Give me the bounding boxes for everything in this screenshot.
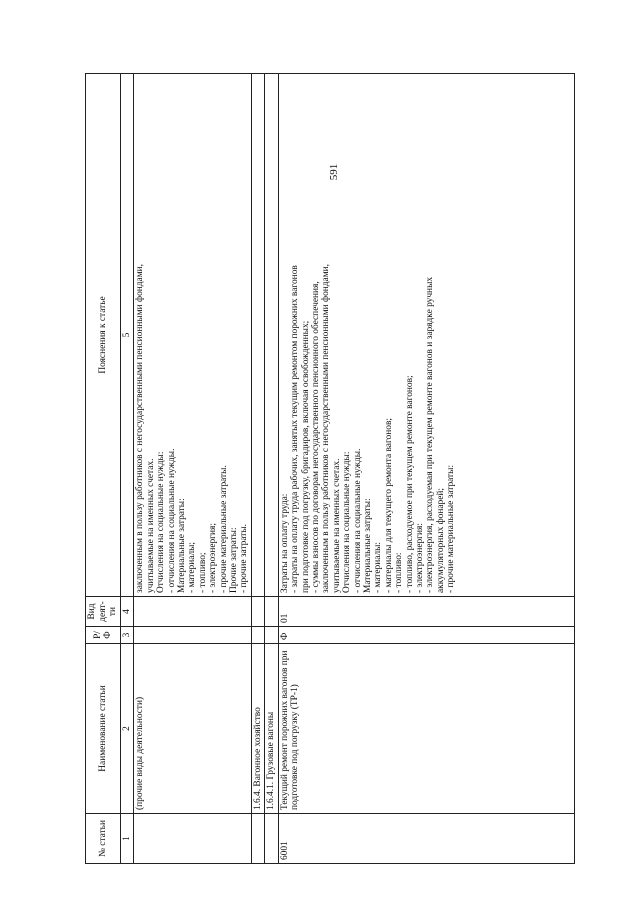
explanation-line: Материальные затраты: — [177, 498, 188, 593]
article-name: (прочие виды деятельности) — [134, 644, 251, 814]
explanation-line: - прочие материальные затраты: — [446, 464, 457, 593]
explanation-line: - суммы взносов по договорам негосударственного пенсионного обеспечения, — [310, 281, 321, 593]
header-row — [86, 74, 121, 864]
rf-cell: Ф — [278, 627, 574, 644]
table-row — [278, 74, 574, 864]
explanation-line: - материалы: — [373, 541, 384, 593]
column-number: 1 — [121, 814, 134, 864]
article-code: 6001 — [278, 814, 574, 864]
section-title: 1.6.4. Вагонное хозяйство — [251, 644, 264, 814]
column-number-row — [121, 74, 134, 864]
explanation-line: Отчисления на социальные нужды: — [156, 451, 167, 593]
explanation-line: - прочие затраты. — [239, 523, 250, 593]
activity-type-cell: 01 — [278, 597, 574, 627]
explanation-line: - отчисления на социальные нужды. — [166, 448, 177, 593]
explanation-line: - топливо; — [197, 552, 208, 593]
explanation-line: Затраты на оплату труда: — [279, 493, 290, 593]
article-name: Текущий ремонт порожних вагонов при подготовке под погрузку (ТР-1) — [278, 644, 574, 814]
column-number: 4 — [121, 597, 134, 627]
explanation-line: - электроэнергия; — [208, 523, 219, 593]
header-rf: Р/ Ф — [86, 627, 121, 644]
explanation-cell — [134, 74, 251, 597]
column-number: 2 — [121, 644, 134, 814]
cost-items-table — [85, 73, 575, 864]
column-number: 3 — [121, 627, 134, 644]
explanation-line: - материалы для текущего ремонта вагонов; — [383, 418, 394, 593]
section-row — [251, 74, 264, 864]
explanation-line: при подготовке под погрузку, бригадиров, включая освобожденных; — [300, 320, 311, 593]
explanation-line: - материалы; — [187, 541, 198, 593]
header-article-no: № статьи — [86, 814, 121, 864]
explanation-cell — [278, 74, 574, 597]
table-row — [134, 74, 251, 864]
explanation-line: учитываемые на именных счетах. — [331, 458, 342, 593]
explanation-line: заключенным в пользу работников с негосударственными пенсионными фондами, — [321, 264, 332, 593]
column-number: 5 — [121, 74, 134, 597]
explanation-line: - топливо: — [394, 552, 405, 593]
explanation-line: - топливо, расходуемое при текущем ремонте вагонов; — [404, 375, 415, 593]
explanation-line: - затраты на оплату труда рабочих, занятых текущим ремонтом порожних вагонов — [290, 265, 301, 593]
explanation-line: - электроэнергия: — [414, 523, 425, 593]
section-code — [251, 814, 264, 864]
explanation-line: Материальные затраты: — [362, 498, 373, 593]
header-activity-type: Вид деят-ти — [86, 597, 121, 627]
explanation-line: учитываемые на именных счетах. — [145, 458, 156, 593]
activity-type-cell — [134, 597, 251, 627]
subsection-title: 1.6.4.1. Грузовые вагоны — [265, 644, 278, 814]
explanation-line: Отчисления на социальные нужды: — [342, 451, 353, 593]
explanation-line: - отчисления на социальные нужды. — [352, 448, 363, 593]
rf-cell — [134, 627, 251, 644]
page-number: 591 — [328, 163, 340, 181]
explanation-line: аккумуляторных фонарей; — [435, 487, 446, 593]
explanation-line: Прочие затраты: — [229, 527, 240, 593]
explanation-line: - прочие материальные затраты. — [218, 465, 229, 593]
explanation-line: - электроэнергия, расходуемая при текущем ремонте вагонов и зарядке ручных — [425, 276, 436, 593]
article-code — [134, 814, 251, 864]
header-explanation: Пояснения к статье — [86, 74, 121, 597]
subsection-code — [265, 814, 278, 864]
explanation-line: заключенным в пользу работников с негосударственными пенсионными фондами, — [135, 264, 146, 593]
rotated-page — [85, 74, 575, 864]
header-article-name: Наименование статьи — [86, 644, 121, 814]
subsection-row — [265, 74, 278, 864]
